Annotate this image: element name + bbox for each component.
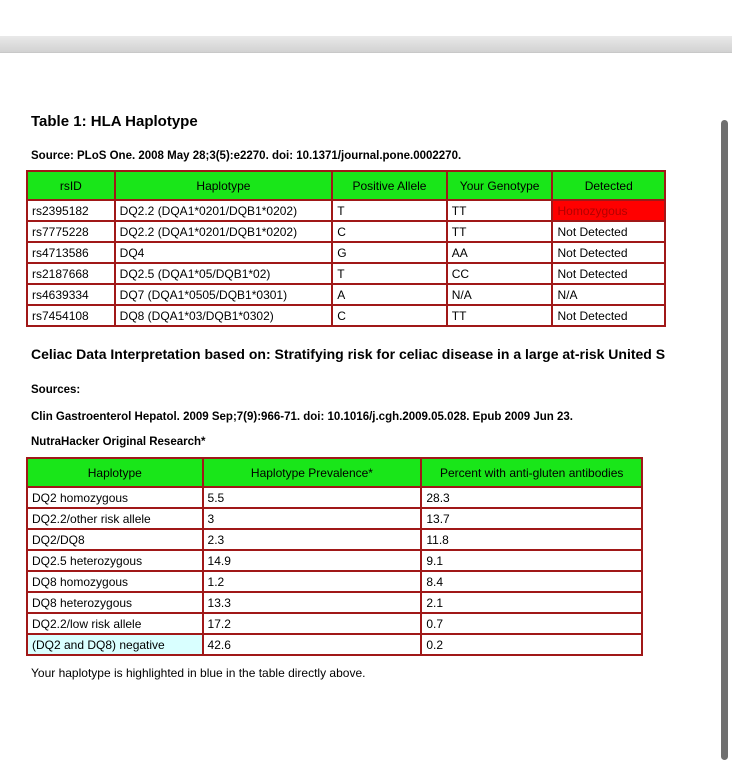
hla-haplotype-table [26,170,666,327]
cell-antibodies: 13.7 [421,508,642,529]
source-citation: Clin Gastroenterol Hepatol. 2009 Sep;7(9):966-71. doi: 10.1016/j.cgh.2009.05.028. Epub 2009 Jun 23. [31,411,574,423]
footnote: Your haplotype is highlighted in blue in the table directly above. [31,666,366,680]
cell-antibodies: 8.4 [421,571,642,592]
cell-genotype: AA [447,242,553,263]
col-rsid-header: rsID [27,171,115,200]
col-positive-allele-header: Positive Allele [332,171,447,200]
table-row [27,592,642,613]
col-prevalence-header: Haplotype Prevalence* [203,458,422,487]
celiac-risk-table [26,457,643,656]
table-row [27,487,642,508]
table-row [27,634,642,655]
cell-haplotype: DQ7 (DQA1*0505/DQB1*0301) [115,284,333,305]
sources-label: Sources: [31,384,81,396]
table-row [27,305,665,326]
cell-positive-allele: C [332,221,447,242]
cell-prevalence: 2.3 [203,529,422,550]
cell-haplotype: DQ8 heterozygous [27,592,203,613]
source-original-research: NutraHacker Original Research* [31,436,206,448]
col-haplotype-header: Haplotype [115,171,333,200]
cell-positive-allele: A [332,284,447,305]
cell-haplotype: DQ2.2/other risk allele [27,508,203,529]
cell-rsid: rs4639334 [27,284,115,305]
table1-source: Source: PLoS One. 2008 May 28;3(5):e2270. doi: 10.1371/journal.pone.0002270. [31,150,462,162]
table-row [27,508,642,529]
cell-detected: Not Detected [552,263,665,284]
cell-detected: N/A [552,284,665,305]
cell-genotype: TT [447,305,553,326]
cell-haplotype: DQ2.5 heterozygous [27,550,203,571]
table-row [27,613,642,634]
cell-antibodies: 28.3 [421,487,642,508]
cell-prevalence: 13.3 [203,592,422,613]
table-row [27,221,665,242]
cell-prevalence: 17.2 [203,613,422,634]
cell-haplotype: DQ2.2/low risk allele [27,613,203,634]
cell-haplotype-highlight: (DQ2 and DQ8) negative [27,634,203,655]
cell-haplotype: DQ2/DQ8 [27,529,203,550]
cell-prevalence: 3 [203,508,422,529]
table-row [27,263,665,284]
vertical-scrollbar[interactable] [721,120,728,760]
table-row [27,200,665,221]
cell-detected: Not Detected [552,242,665,263]
cell-rsid: rs2187668 [27,263,115,284]
cell-detected-highlight: Homozygous [552,200,665,221]
cell-prevalence: 1.2 [203,571,422,592]
cell-haplotype: DQ4 [115,242,333,263]
table-header-row [27,171,665,200]
cell-prevalence: 14.9 [203,550,422,571]
table-row [27,550,642,571]
table-row [27,242,665,263]
toolbar-divider [0,36,732,53]
col-haplotype-header: Haplotype [27,458,203,487]
cell-prevalence: 5.5 [203,487,422,508]
table-row [27,284,665,305]
cell-haplotype: DQ2.2 (DQA1*0201/DQB1*0202) [115,200,333,221]
interpretation-heading: Celiac Data Interpretation based on: Stratifying risk for celiac disease in a large at-risk United S [31,346,666,362]
cell-rsid: rs7775228 [27,221,115,242]
table-row [27,529,642,550]
cell-antibodies: 0.2 [421,634,642,655]
col-your-genotype-header: Your Genotype [447,171,553,200]
cell-haplotype: DQ8 homozygous [27,571,203,592]
cell-rsid: rs2395182 [27,200,115,221]
cell-positive-allele: T [332,263,447,284]
cell-haplotype: DQ2 homozygous [27,487,203,508]
cell-detected: Not Detected [552,305,665,326]
table-header-row [27,458,642,487]
cell-antibodies: 11.8 [421,529,642,550]
cell-prevalence: 42.6 [203,634,422,655]
cell-antibodies: 2.1 [421,592,642,613]
cell-rsid: rs7454108 [27,305,115,326]
cell-genotype: TT [447,200,553,221]
cell-positive-allele: T [332,200,447,221]
cell-haplotype: DQ2.2 (DQA1*0201/DQB1*0202) [115,221,333,242]
cell-genotype: TT [447,221,553,242]
table1-title: Table 1: HLA Haplotype [31,113,198,130]
cell-antibodies: 0.7 [421,613,642,634]
cell-positive-allele: C [332,305,447,326]
cell-genotype: CC [447,263,553,284]
cell-haplotype: DQ8 (DQA1*03/DQB1*0302) [115,305,333,326]
cell-haplotype: DQ2.5 (DQA1*05/DQB1*02) [115,263,333,284]
cell-detected: Not Detected [552,221,665,242]
col-antibodies-header: Percent with anti-gluten antibodies [421,458,642,487]
cell-rsid: rs4713586 [27,242,115,263]
cell-genotype: N/A [447,284,553,305]
table-row [27,571,642,592]
col-detected-header: Detected [552,171,665,200]
cell-positive-allele: G [332,242,447,263]
cell-antibodies: 9.1 [421,550,642,571]
